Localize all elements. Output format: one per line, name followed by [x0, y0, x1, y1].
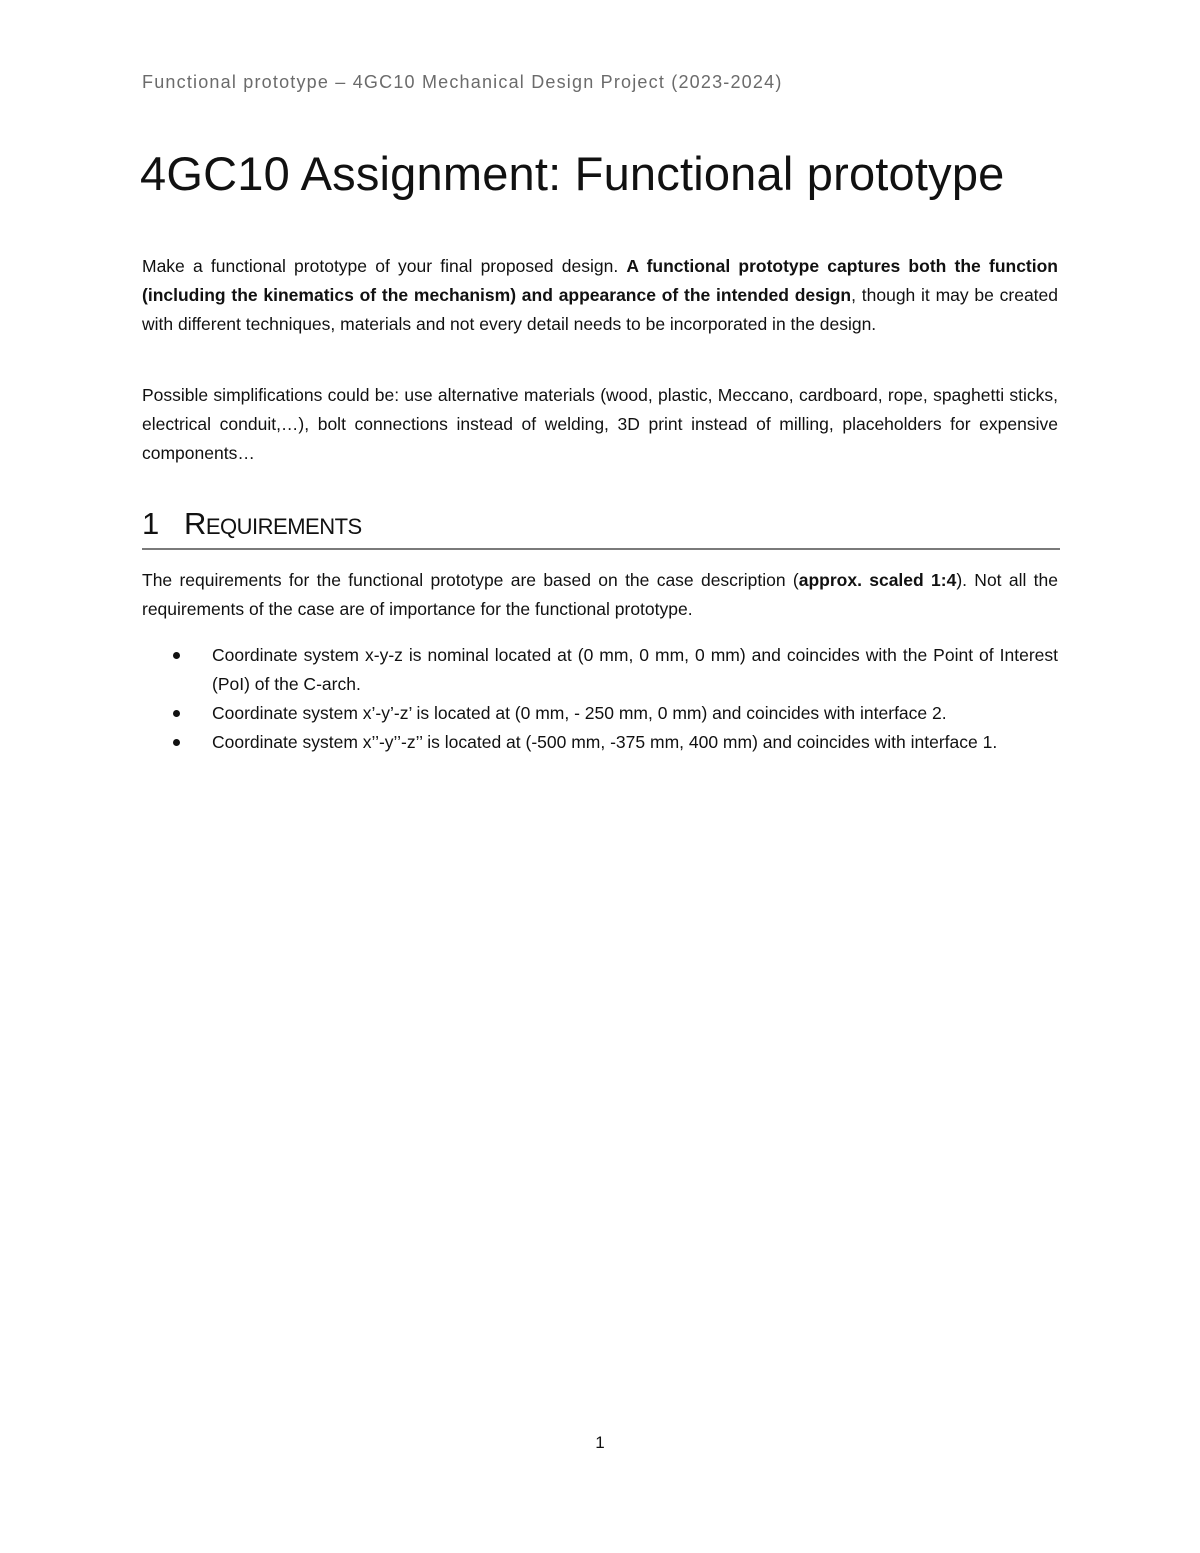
requirements-intro-text-start: The requirements for the functional prototype are based on the case description (	[142, 570, 799, 590]
list-item-text: Coordinate system x’’-y’’-z’’ is located at (-500 mm, -375 mm, 400 mm) and coincides with interface 1.	[212, 732, 998, 752]
list-item	[142, 641, 1058, 699]
section-number: 1	[142, 506, 160, 541]
intro-paragraph-1	[142, 252, 1058, 339]
intro-paragraph-2: Possible simplifications could be: use alternative materials (wood, plastic, Meccano, cardboard, rope, spaghetti sticks, electrical conduit,…), bolt connections instead of welding, 3D print instead of milling, placeholders for expensive components…	[142, 385, 1058, 463]
bullet-icon	[173, 652, 180, 659]
bullet-icon	[173, 739, 180, 746]
intro-paragraph-1-text-start: Make a functional prototype of your final proposed design.	[142, 256, 627, 276]
running-header: Functional prototype – 4GC10 Mechanical Design Project (2023-2024)	[142, 72, 783, 92]
requirements-intro-paragraph	[142, 566, 1058, 624]
intro-paragraph-1-text-end: , though it may be created with different techniques, materials and not every detail needs to be incorporated in the design.	[142, 285, 1058, 334]
page-number: 1	[595, 1433, 605, 1452]
bullet-icon	[173, 710, 180, 717]
requirements-intro-emphasis: approx. scaled 1:4	[798, 570, 957, 590]
document-title: 4GC10 Assignment: Functional prototype	[140, 147, 1005, 200]
list-item	[142, 728, 1058, 757]
requirements-list	[142, 641, 1058, 757]
requirements-intro-text-end: ). Not all the requirements of the case are of importance for the functional prototype.	[142, 570, 1058, 619]
list-item-text: Coordinate system x-y-z is nominal located at (0 mm, 0 mm, 0 mm) and coincides with the Point of Interest (PoI) of the C-arch.	[212, 645, 1058, 694]
intro-paragraph-1-emphasis: A functional prototype captures both the function (including the kinematics of the mechanism) and appearance of the intended design	[142, 256, 1058, 305]
section-title: Requirements	[184, 506, 362, 541]
section-heading-requirements	[142, 504, 1060, 550]
list-item	[142, 699, 1058, 728]
list-item-text: Coordinate system x’-y’-z’ is located at (0 mm, - 250 mm, 0 mm) and coincides with interface 2.	[212, 703, 947, 723]
